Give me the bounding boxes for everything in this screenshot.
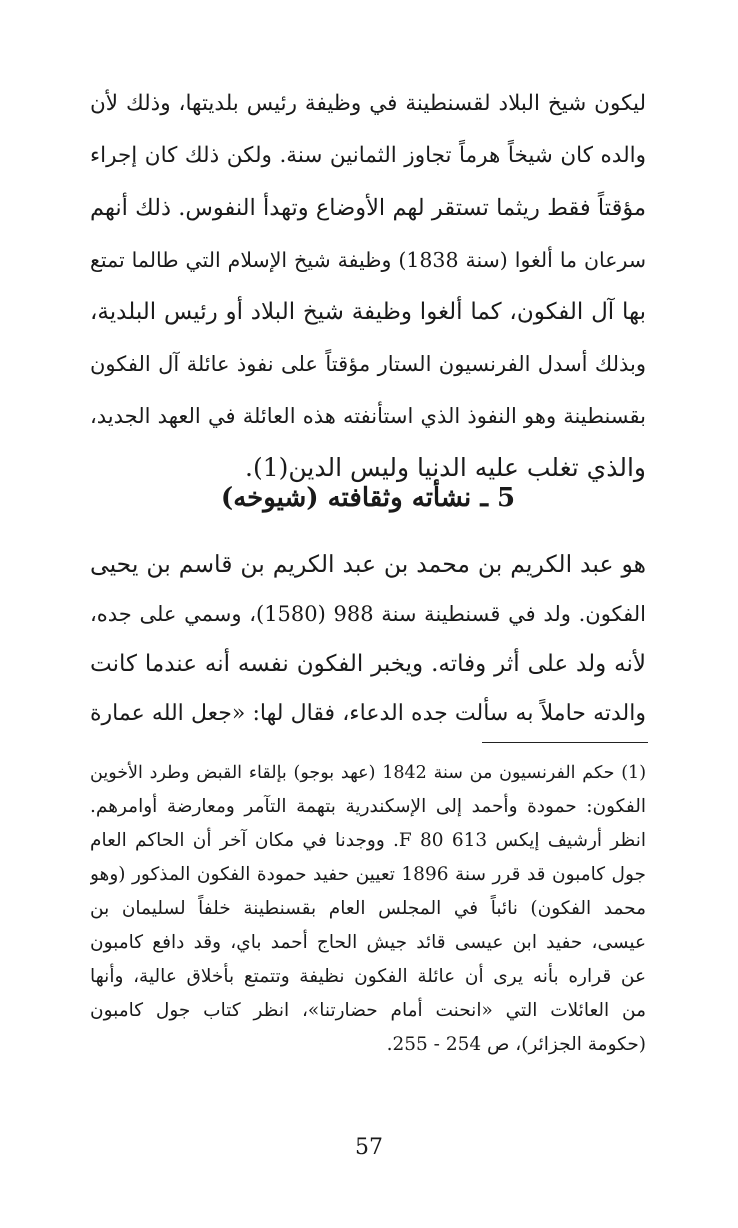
footnote-line: من العائلات التي «انحنت أمام حضارتنا»، انظر كتاب جول كامبون [90,1000,646,1021]
paragraph-line: والدته حاملاً به سألت جده الدعاء، فقال لها: «جعل الله عمارة [90,701,646,726]
footnote-line: محمد الفكون) نائباً في المجلس العام بقسنطينة خلفاً لسليمان بن [90,898,646,919]
paragraph-2 [90,538,646,746]
paragraph-line: والذي تغلب عليه الدنيا وليس الدين(1). [245,453,646,482]
paragraph-line: ليكون شيخ البلاد لقسنطينة في وظيفة رئيس بلديتها، وذلك لأن [90,91,646,116]
section-heading: 5 ـ نشأته وثقافته (شيوخه) [220,483,516,513]
footnote-line: (حكومة الجزائر)، ص 254 - 255. [386,1034,646,1055]
footnote-line: عن قراره بأنه يرى أن عائلة الفكون نظيفة وتتمتع بأخلاق عالية، وأنها [90,966,646,987]
paragraph-line: بها آل الفكون، كما ألغوا وظيفة شيخ البلاد أو رئيس البلدية، [90,299,646,325]
footnote-line: جول كامبون قد قرر سنة 1896 تعيين حفيد حمودة الفكون المذكور (وهو [90,864,646,885]
footnote-line: عيسى، حفيد ابن عيسى قائد جيش الحاج أحمد باي، وقد دافع كامبون [90,932,646,953]
paragraph-line: الفكون. ولد في قسنطينة سنة 988 (1580)، وسمي على جده، [90,602,646,626]
page-number: 57 [355,1135,383,1160]
footnote-line: الفكون: حمودة وأحمد إلى الإسكندرية بتهمة التآمر ومعارضة أوامرهم. [90,796,646,817]
paragraph-line: مؤقتاً فقط ريثما تستقر لهم الأوضاع وتهدأ النفوس. ذلك أنهم [90,195,646,221]
footnote-separator [482,742,648,743]
footnote-line: انظر أرشيف إيكس 613 F 80. ووجدنا في مكان آخر أن الحاكم العام [90,830,646,851]
paragraph-line: وبذلك أسدل الفرنسيون الستار مؤقتاً على نفوذ عائلة آل الفكون [90,352,646,376]
paragraph-line: هو عبد الكريم بن محمد بن عبد الكريم بن قاسم بن يحيى [90,550,646,578]
footnote-line: (1) حكم الفرنسيون من سنة 1842 (عهد بوجو) بإلقاء القبض وطرد الأخوين [90,763,646,783]
paragraph-line: لأنه ولد على أثر وفاته. ويخبر الفكون نفسه أنه عندما كانت [90,651,646,677]
footnote [90,756,646,1066]
paragraph-line: والده كان شيخاً هرماً تجاوز الثمانين سنة. ولكن ذلك كان إجراء [90,143,646,168]
paragraph-line: سرعان ما ألغوا (سنة 1838) وظيفة شيخ الإسلام التي طالما تمتع [90,248,646,272]
paragraph-line: بقسنطينة وهو النفوذ الذي استأنفته هذه العائلة في العهد الجديد، [90,404,646,428]
paragraph-1 [90,78,646,494]
